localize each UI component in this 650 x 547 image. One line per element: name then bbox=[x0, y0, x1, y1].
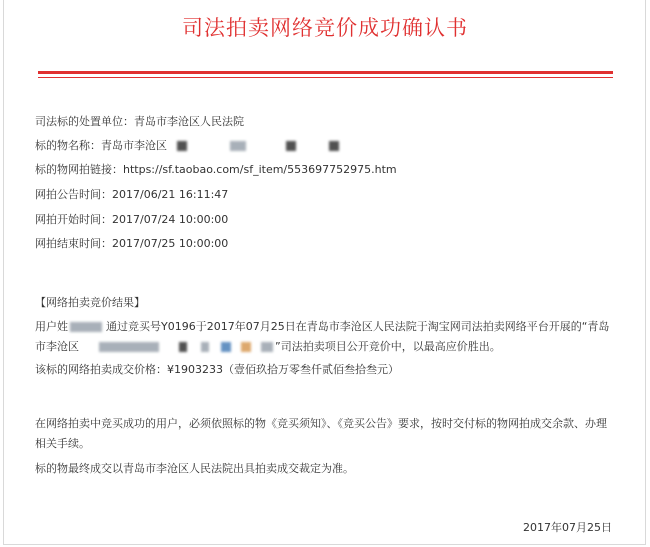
info-item-name bbox=[35, 139, 345, 153]
result-text-a: 通过竞买号Y0196于2017年07月25日在青岛市李沧区人民法院于淘宝网司法拍卖网络平台开展的“青岛 bbox=[106, 320, 610, 333]
redacted-block bbox=[99, 342, 159, 352]
redacted-block bbox=[261, 342, 273, 352]
price-label: 该标的网络拍卖成交价格： bbox=[35, 363, 167, 376]
disposal-unit-value: 青岛市李沧区人民法院 bbox=[134, 115, 244, 128]
info-start-time bbox=[35, 213, 228, 227]
document-date: 2017年07月25日 bbox=[523, 521, 612, 534]
notes-paragraph: 在网络拍卖中竞买成功的用户，必须依照标的物《竞买须知》、《竞买公告》要求，按时交付标的物网拍成交余款、办理相关手续。 bbox=[35, 417, 607, 450]
info-announce-time bbox=[35, 188, 228, 202]
document-title: 司法拍卖网络竞价成功确认书 bbox=[182, 16, 468, 40]
result-price bbox=[35, 363, 399, 377]
notes-final-paragraph: 标的物最终成交以青岛市李沧区人民法院出具拍卖成交裁定为准。 bbox=[35, 462, 354, 475]
title-divider-thin bbox=[38, 77, 613, 78]
start-time-value: 2017/07/24 10:00:00 bbox=[112, 213, 229, 226]
redacted-block bbox=[177, 141, 187, 151]
price-value: ¥1903233（壹佰玖拾万零叁仟贰佰叁拾叁元） bbox=[167, 363, 399, 376]
redacted-block bbox=[221, 342, 231, 352]
auction-link-label: 标的物网拍链接： bbox=[35, 163, 123, 176]
start-time-label: 网拍开始时间： bbox=[35, 213, 112, 226]
announce-time-label: 网拍公告时间： bbox=[35, 188, 112, 201]
end-time-value: 2017/07/25 10:00:00 bbox=[112, 237, 229, 250]
result-paragraph bbox=[35, 317, 615, 357]
result-text-b: 市李沧区 bbox=[35, 340, 79, 353]
disposal-unit-label: 司法标的处置单位： bbox=[35, 115, 134, 128]
item-name-value: 青岛市李沧区 bbox=[101, 139, 167, 152]
result-text-c: ”司法拍卖项目公开竞价中，以最高应价胜出。 bbox=[275, 340, 501, 353]
redacted-block bbox=[201, 342, 209, 352]
info-auction-link bbox=[35, 163, 397, 177]
item-name-label: 标的物名称： bbox=[35, 139, 101, 152]
redacted-block bbox=[241, 342, 251, 352]
user-prefix: 用户姓 bbox=[35, 320, 68, 333]
end-time-label: 网拍结束时间： bbox=[35, 237, 112, 250]
redacted-block bbox=[179, 342, 187, 352]
redacted-block bbox=[70, 322, 102, 332]
redacted-block bbox=[230, 141, 246, 151]
info-disposal-unit bbox=[35, 115, 244, 129]
info-end-time bbox=[35, 237, 228, 251]
redacted-block bbox=[286, 141, 296, 151]
auction-link-value[interactable]: https://sf.taobao.com/sf_item/553697752975.htm bbox=[123, 163, 397, 176]
redacted-block bbox=[329, 141, 339, 151]
title-divider-thick bbox=[38, 71, 613, 74]
announce-time-value: 2017/06/21 16:11:47 bbox=[112, 188, 229, 201]
result-section-title: 【网络拍卖竞价结果】 bbox=[35, 296, 145, 309]
